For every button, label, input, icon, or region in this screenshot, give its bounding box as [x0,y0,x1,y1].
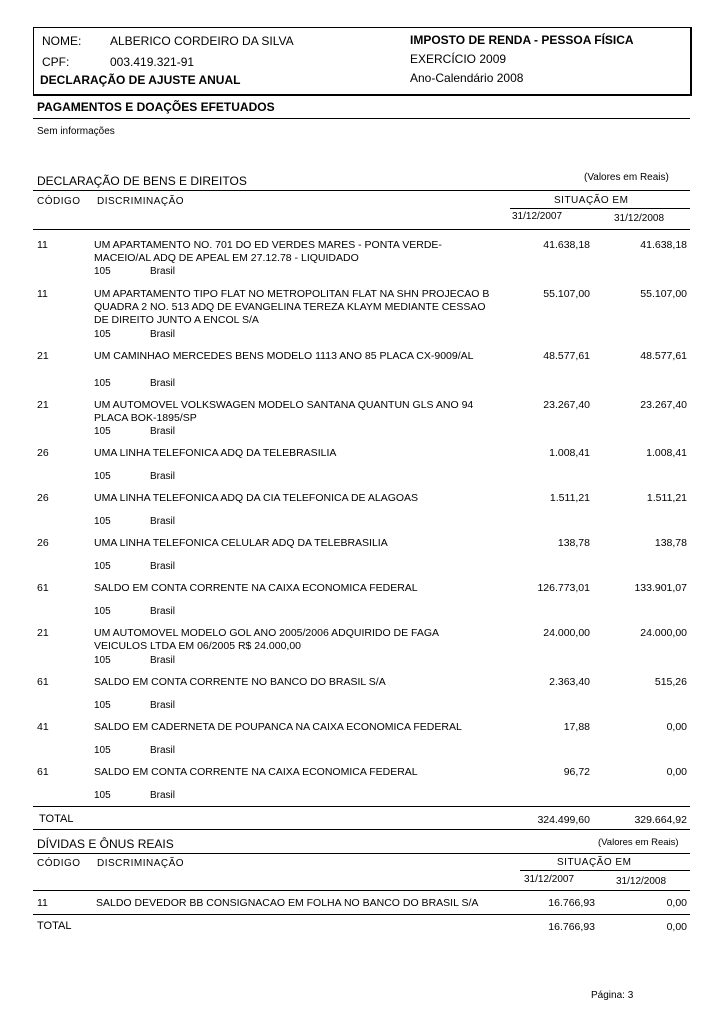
row-v2007: 48.577,61 [543,350,590,362]
situacao-underline [510,208,690,209]
row-discriminacao: UMA LINHA TELEFONICA ADQ DA TELEBRASILIA [94,447,337,459]
row-pais-codigo: 105 [94,329,111,340]
divider [33,890,690,891]
bens-total-label: TOTAL [39,813,74,825]
row-v2007: 55.107,00 [543,288,590,300]
row-codigo: 21 [37,350,49,362]
row-discriminacao: SALDO EM CADERNETA DE POUPANCA NA CAIXA ECONOMICA FEDERAL [94,721,462,733]
row-discriminacao: SALDO EM CONTA CORRENTE NA CAIXA ECONOMICA FEDERAL [94,582,418,594]
row-v2007: 2.363,40 [549,676,590,688]
dividas-total-label: TOTAL [37,920,72,932]
divider [33,829,690,830]
row-v2007: 16.766,93 [548,897,595,909]
bens-total-2008: 329.664,92 [634,814,687,826]
row-v2007: 24.000,00 [543,627,590,639]
row-pais-codigo: 105 [94,266,111,277]
row-pais: Brasil [150,561,176,572]
row-discriminacao: UM APARTAMENTO NO. 701 DO ED VERDES MARES - PONTA VERDE- MACEIO/AL ADQ DE APEAL EM 27.12.78 - LIQUIDADO [94,239,442,264]
document-title: IMPOSTO DE RENDA - PESSOA FÍSICA [410,33,634,47]
row-discriminacao: SALDO EM CONTA CORRENTE NA CAIXA ECONOMICA FEDERAL [94,766,418,778]
row-discriminacao: UM APARTAMENTO TIPO FLAT NO METROPOLITAN FLAT NA SHN PROJECAO B QUADRA 2 NO. 513 ADQ DE EVANGELINA TEREZA KLAYM MEDIANTE CESSAO DE DIREITO JUNTO A ENCOL S/A [94,288,490,326]
row-v2007: 41.638,18 [543,239,590,251]
row-codigo: 61 [37,582,49,594]
row-pais-codigo: 105 [94,745,111,756]
nome-label: NOME: [42,34,82,48]
row-pais: Brasil [150,700,176,711]
row-pais: Brasil [150,426,176,437]
row-pais: Brasil [150,378,176,389]
row-v2008: 55.107,00 [640,288,687,300]
bens-col-situacao: SITUAÇÃO EM [554,195,629,206]
bens-col-date1: 31/12/2007 [512,211,563,222]
dividas-col-codigo: CÓDIGO [37,858,81,869]
bens-col-date2: 31/12/2008 [614,213,665,224]
cpf-label: CPF: [42,55,70,69]
dividas-col-date2: 31/12/2008 [616,876,667,887]
row-pais: Brasil [150,745,176,756]
row-discriminacao: SALDO EM CONTA CORRENTE NO BANCO DO BRASIL S/A [94,676,386,688]
ano-calendario: Ano-Calendário 2008 [410,71,524,85]
dividas-col-date1: 31/12/2007 [524,874,575,885]
row-codigo: 61 [37,766,49,778]
row-codigo: 41 [37,721,49,733]
row-pais-codigo: 105 [94,790,111,801]
bens-col-discriminacao: DISCRIMINAÇÃO [97,196,185,207]
row-discriminacao: UMA LINHA TELEFONICA ADQ DA CIA TELEFONICA DE ALAGOAS [94,492,419,504]
row-v2008: 23.267,40 [640,399,687,411]
row-pais-codigo: 105 [94,561,111,572]
row-codigo: 26 [37,537,49,549]
row-v2008: 0,00 [666,721,687,733]
divider [33,190,690,191]
divider [33,914,690,915]
row-codigo: 61 [37,676,49,688]
dividas-total-2008: 0,00 [666,921,687,933]
dividas-title: DÍVIDAS E ÔNUS REAIS [37,837,174,851]
row-v2008: 1.511,21 [646,492,687,504]
dividas-total-2007: 16.766,93 [548,921,595,933]
dividas-col-situacao: SITUAÇÃO EM [557,857,632,868]
row-v2007: 17,88 [563,721,590,733]
row-codigo: 26 [37,447,49,459]
exercicio: EXERCÍCIO 2009 [410,52,507,66]
row-pais-codigo: 105 [94,471,111,482]
cpf-value: 003.419.321-91 [110,55,195,69]
row-codigo: 26 [37,492,49,504]
row-v2008: 1.008,41 [646,447,687,459]
row-pais: Brasil [150,516,176,527]
row-codigo: 11 [37,288,48,300]
divider [33,853,690,854]
row-pais: Brasil [150,471,176,482]
row-pais-codigo: 105 [94,606,111,617]
row-codigo: 11 [37,897,48,909]
dividas-col-discriminacao: DISCRIMINAÇÃO [97,858,185,869]
row-codigo: 11 [37,239,48,251]
row-pais: Brasil [150,655,176,666]
declaracao-title: DECLARAÇÃO DE AJUSTE ANUAL [40,73,241,87]
row-v2008: 48.577,61 [640,350,687,362]
row-v2008: 41.638,18 [640,239,687,251]
bens-title: DECLARAÇÃO DE BENS E DIREITOS [37,174,247,188]
dividas-valores-note: (Valores em Reais) [598,837,679,848]
nome-value: ALBERICO CORDEIRO DA SILVA [110,34,294,48]
row-v2008: 0,00 [666,897,687,909]
row-pais-codigo: 105 [94,516,111,527]
row-v2008: 0,00 [666,766,687,778]
pagamentos-title: PAGAMENTOS E DOAÇÕES EFETUADOS [37,100,275,114]
row-pais-codigo: 105 [94,426,111,437]
divider [33,229,690,230]
row-v2007: 126.773,01 [537,582,590,594]
divider [33,118,690,119]
row-pais: Brasil [150,790,176,801]
row-pais-codigo: 105 [94,655,111,666]
row-discriminacao: UMA LINHA TELEFONICA CELULAR ADQ DA TELEBRASILIA [94,537,388,549]
bens-total-2007: 324.499,60 [537,814,590,826]
row-v2008: 515,26 [654,676,687,688]
row-pais-codigo: 105 [94,378,111,389]
row-discriminacao: UM CAMINHAO MERCEDES BENS MODELO 1113 ANO 85 PLACA CX-9009/AL [94,350,474,362]
row-v2007: 96,72 [563,766,590,778]
divider [33,806,690,807]
row-pais: Brasil [150,329,176,340]
bens-col-codigo: CÓDIGO [37,196,81,207]
row-codigo: 21 [37,399,49,411]
row-v2008: 133.901,07 [634,582,687,594]
row-pais: Brasil [150,606,176,617]
row-discriminacao: UM AUTOMOVEL MODELO GOL ANO 2005/2006 ADQUIRIDO DE FAGA VEICULOS LTDA EM 06/2005 R$ 24.000,00 [94,627,439,652]
page-number: Página: 3 [591,990,634,1001]
row-discriminacao: SALDO DEVEDOR BB CONSIGNACAO EM FOLHA NO BANCO DO BRASIL S/A [96,897,479,909]
situacao-underline [520,870,690,871]
row-pais-codigo: 105 [94,700,111,711]
row-v2008: 138,78 [654,537,687,549]
row-v2007: 1.511,21 [549,492,590,504]
row-pais: Brasil [150,266,176,277]
bens-valores-note: (Valores em Reais) [584,172,669,183]
row-discriminacao: UM AUTOMOVEL VOLKSWAGEN MODELO SANTANA QUANTUN GLS ANO 94 PLACA BOK-1895/SP [94,399,474,424]
row-v2007: 1.008,41 [549,447,590,459]
row-v2007: 138,78 [557,537,590,549]
row-v2008: 24.000,00 [640,627,687,639]
row-v2007: 23.267,40 [543,399,590,411]
pagamentos-info: Sem informações [37,126,115,137]
row-codigo: 21 [37,627,49,639]
